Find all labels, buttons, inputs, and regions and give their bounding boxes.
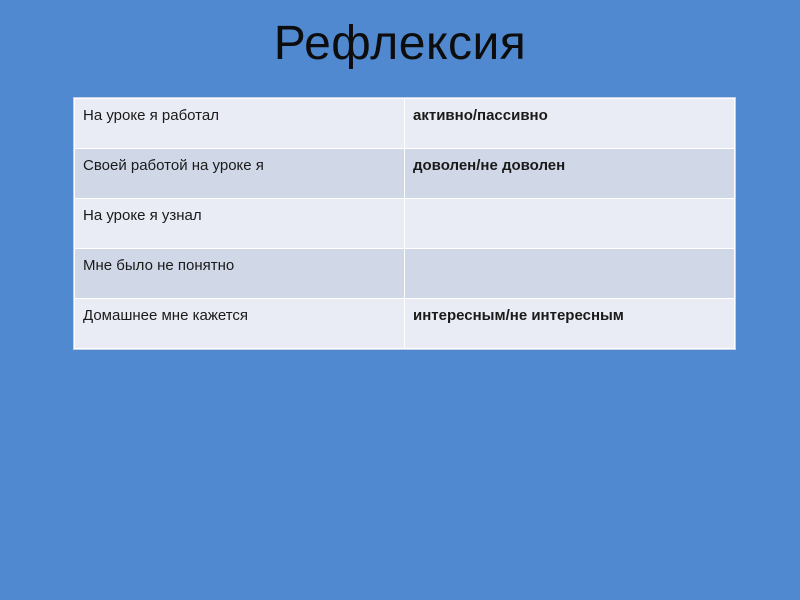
answer-cell: активно/пассивно (405, 99, 735, 149)
table-row (75, 199, 735, 249)
table-row (75, 299, 735, 349)
answer-cell (405, 199, 735, 249)
answer-cell (405, 249, 735, 299)
reflection-table (74, 98, 735, 349)
answer-cell: доволен/не доволен (405, 149, 735, 199)
answer-cell: интересным/не интересным (405, 299, 735, 349)
question-cell: На уроке я работал (75, 99, 405, 149)
question-cell: На уроке я узнал (75, 199, 405, 249)
table-row (75, 149, 735, 199)
question-cell: Домашнее мне кажется (75, 299, 405, 349)
slide-title: Рефлексия (273, 17, 527, 70)
question-cell: Своей работой на уроке я (75, 149, 405, 199)
table-row (75, 99, 735, 149)
table-row (75, 249, 735, 299)
question-cell: Мне было не понятно (75, 249, 405, 299)
